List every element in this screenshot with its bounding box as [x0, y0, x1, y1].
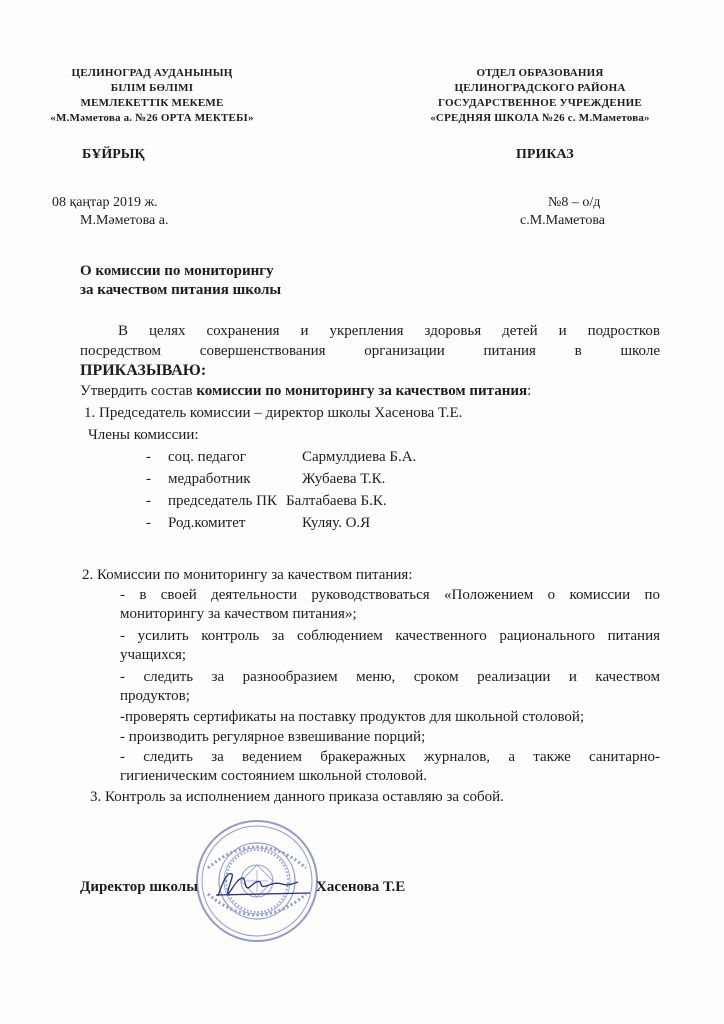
member-name: Куляу. О.Я: [302, 515, 371, 531]
header-left-line: ЦЕЛИНОГРАД АУДАНЫНЫҢ: [71, 67, 233, 79]
order-word: ПРИКАЗЫВАЮ:: [80, 362, 207, 379]
header-right: [412, 66, 668, 126]
approve-line: [80, 382, 531, 401]
approve-prefix: Утвердить состав: [80, 383, 197, 399]
member-role: медработник: [168, 471, 251, 487]
member-role: председатель ПК: [168, 493, 277, 509]
member-role: соц. педагог: [168, 449, 246, 465]
member-dash: -: [146, 515, 151, 531]
item-2-line: мониторингу за качеством питания»;: [120, 606, 357, 622]
member-name: Балтабаева Б.К.: [286, 493, 387, 509]
header-right-line: ЦЕЛИНОГРАДСКОГО РАЙОНА: [454, 82, 626, 94]
member-dash: -: [146, 493, 151, 509]
item-3: 3. Контроль за исполнением данного приказа оставляю за собой.: [90, 789, 504, 805]
preamble-line-1: В целях сохранения и укрепления здоровья детей и подростков: [118, 323, 660, 339]
header-left-line: МЕМЛЕКЕТТІК МЕКЕМЕ: [80, 97, 224, 109]
header-right-line: ГОСУДАРСТВЕННОЕ УЧРЕЖДЕНИЕ: [438, 97, 642, 109]
order-number: №8 – о/д: [548, 195, 601, 210]
header-right-line: «СРЕДНЯЯ ШКОЛА №26 с. М.Маметова»: [430, 112, 650, 124]
header-left-line: БІЛІМ БӨЛІМІ: [110, 82, 194, 94]
item-2-line: - производить регулярное взвешивание порций;: [120, 729, 426, 745]
header-left: [34, 66, 270, 126]
member-row: [146, 448, 417, 467]
member-row: [146, 470, 386, 489]
place-ru: с.М.Маметова: [520, 213, 605, 228]
member-dash: -: [146, 471, 151, 487]
order-date: 08 қаңтар 2019 ж.: [52, 195, 158, 210]
member-name: Жубаева Т.К.: [302, 471, 386, 487]
member-dash: -: [146, 449, 151, 465]
header-right-line: ОТДЕЛ ОБРАЗОВАНИЯ: [476, 67, 604, 79]
item-2-line: продуктов;: [120, 688, 190, 704]
header-left-line: «М.Мәметова а. №26 ОРТА МЕКТЕБІ»: [50, 112, 254, 124]
member-role: Род.комитет: [168, 515, 246, 531]
item-1: 1. Председатель комиссии – директор школы Хасенова Т.Е.: [84, 405, 463, 421]
member-name: Сармулдиева Б.А.: [302, 449, 417, 465]
item-2: 2. Комиссии по мониторингу за качеством питания:: [82, 567, 413, 583]
order-title-line: О комиссии по мониторингу: [80, 263, 274, 279]
order-title: [80, 262, 281, 300]
handwritten-signature: [212, 868, 314, 902]
item-2-line: - следить за ведением бракеражных журналов, а также санитарно-: [120, 749, 660, 765]
order-title-line: за качеством питания школы: [80, 282, 282, 298]
members-label: Члены комиссии:: [88, 427, 199, 443]
member-row: [146, 514, 371, 533]
approve-bold: комиссии по мониторингу за качеством питания: [196, 383, 528, 399]
member-row: [146, 492, 387, 511]
doc-type-kz: БҰЙРЫҚ: [82, 147, 145, 162]
item-2-line: учащихся;: [120, 647, 187, 663]
doc-type-ru: ПРИКАЗ: [516, 147, 574, 162]
place-kz: М.Мәметова а.: [80, 213, 169, 228]
item-2-line: -проверять сертификаты на поставку продуктов для школьной столовой;: [120, 709, 585, 725]
item-2-line: гигиеническим состоянием школьной столовой.: [120, 768, 428, 784]
item-2-line: - в своей деятельности руководствоваться «Положением о комиссии по: [120, 587, 660, 603]
approve-suffix: :: [527, 383, 532, 399]
item-2-line: - следить за разнообразием меню, сроком реализации и качеством: [120, 669, 660, 685]
preamble-line-2: посредством совершенствования организации питания в школе: [80, 343, 660, 359]
signature-role: Директор школы: [80, 879, 198, 895]
item-2-line: - усилить контроль за соблюдением качественного рационального питания: [120, 628, 660, 644]
signature-name: Хасенова Т.Е: [316, 879, 406, 895]
